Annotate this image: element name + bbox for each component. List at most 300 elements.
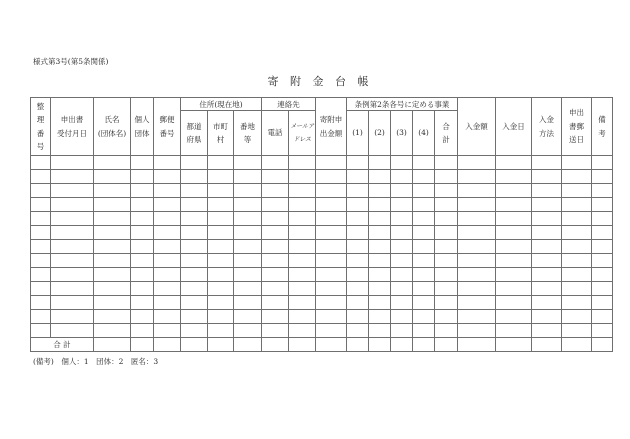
table-cell bbox=[369, 226, 391, 240]
table-cell bbox=[289, 184, 316, 198]
table-cell bbox=[289, 156, 316, 170]
total-cell bbox=[592, 338, 613, 352]
table-cell bbox=[31, 268, 51, 282]
table-cell bbox=[391, 156, 413, 170]
table-header bbox=[31, 98, 613, 156]
table-row bbox=[31, 268, 613, 282]
table-cell bbox=[369, 170, 391, 184]
table-cell bbox=[458, 254, 496, 268]
table-cell bbox=[496, 240, 532, 254]
table-row bbox=[31, 296, 613, 310]
table-cell bbox=[435, 268, 458, 282]
table-cell bbox=[592, 170, 613, 184]
table-cell bbox=[234, 268, 262, 282]
total-cell bbox=[262, 338, 289, 352]
table-row bbox=[31, 198, 613, 212]
table-cell bbox=[458, 310, 496, 324]
table-cell bbox=[391, 324, 413, 338]
table-cell bbox=[31, 296, 51, 310]
table-cell bbox=[413, 156, 435, 170]
table-cell bbox=[154, 212, 181, 226]
table-cell bbox=[94, 296, 131, 310]
table-cell bbox=[154, 156, 181, 170]
table-cell bbox=[289, 282, 316, 296]
table-cell bbox=[94, 212, 131, 226]
table-cell bbox=[592, 156, 613, 170]
table-cell bbox=[131, 310, 154, 324]
header-project-3: (3) bbox=[391, 111, 413, 156]
table-cell bbox=[316, 198, 347, 212]
header-project-total: 合 計 bbox=[435, 111, 458, 156]
table-cell bbox=[181, 296, 208, 310]
table-row bbox=[31, 324, 613, 338]
header-contact-group: 連絡先 bbox=[262, 98, 316, 111]
table-cell bbox=[51, 226, 94, 240]
table-cell bbox=[131, 212, 154, 226]
table-cell bbox=[234, 226, 262, 240]
table-cell bbox=[208, 254, 234, 268]
table-cell bbox=[562, 226, 592, 240]
table-row bbox=[31, 212, 613, 226]
table-cell bbox=[458, 226, 496, 240]
table-cell bbox=[181, 170, 208, 184]
table-cell bbox=[592, 254, 613, 268]
table-cell bbox=[31, 310, 51, 324]
table-cell bbox=[435, 310, 458, 324]
header-phone: 電話 bbox=[262, 111, 289, 156]
total-cell bbox=[413, 338, 435, 352]
total-cell bbox=[435, 338, 458, 352]
table-cell bbox=[262, 170, 289, 184]
table-cell bbox=[496, 198, 532, 212]
table-cell bbox=[369, 324, 391, 338]
table-cell bbox=[458, 198, 496, 212]
table-cell bbox=[435, 198, 458, 212]
table-row bbox=[31, 226, 613, 240]
table-cell bbox=[208, 198, 234, 212]
header-individual-or-group: 個人 団体 bbox=[131, 98, 154, 156]
table-cell bbox=[562, 254, 592, 268]
table-cell bbox=[532, 226, 562, 240]
table-cell bbox=[289, 254, 316, 268]
table-cell bbox=[31, 240, 51, 254]
table-cell bbox=[435, 296, 458, 310]
table-cell bbox=[94, 184, 131, 198]
table-cell bbox=[391, 240, 413, 254]
table-cell bbox=[51, 310, 94, 324]
table-cell bbox=[458, 296, 496, 310]
table-cell bbox=[435, 184, 458, 198]
table-cell bbox=[94, 226, 131, 240]
table-cell bbox=[347, 268, 369, 282]
table-cell bbox=[316, 226, 347, 240]
table-cell bbox=[31, 324, 51, 338]
table-cell bbox=[562, 282, 592, 296]
total-cell bbox=[154, 338, 181, 352]
header-project-2: (2) bbox=[369, 111, 391, 156]
table-cell bbox=[369, 184, 391, 198]
table-cell bbox=[532, 184, 562, 198]
table-cell bbox=[532, 254, 562, 268]
table-cell bbox=[532, 324, 562, 338]
total-cell bbox=[131, 338, 154, 352]
table-row bbox=[31, 170, 613, 184]
table-cell bbox=[369, 310, 391, 324]
table-cell bbox=[347, 156, 369, 170]
table-cell bbox=[234, 324, 262, 338]
header-email: メールア ドレス bbox=[289, 111, 316, 156]
table-cell bbox=[592, 226, 613, 240]
table-cell bbox=[208, 184, 234, 198]
table-cell bbox=[592, 198, 613, 212]
table-cell bbox=[592, 310, 613, 324]
table-cell bbox=[496, 254, 532, 268]
table-cell bbox=[532, 240, 562, 254]
table-cell bbox=[208, 226, 234, 240]
table-cell bbox=[562, 184, 592, 198]
table-cell bbox=[413, 198, 435, 212]
table-cell bbox=[562, 198, 592, 212]
table-cell bbox=[562, 240, 592, 254]
table-cell bbox=[413, 240, 435, 254]
total-row bbox=[31, 338, 613, 352]
table-cell bbox=[413, 282, 435, 296]
table-row bbox=[31, 310, 613, 324]
table-cell bbox=[458, 212, 496, 226]
table-cell bbox=[391, 254, 413, 268]
table-cell bbox=[592, 324, 613, 338]
header-received-amount: 入金額 bbox=[458, 98, 496, 156]
header-name: 氏名 (団体名) bbox=[94, 98, 131, 156]
table-cell bbox=[316, 282, 347, 296]
table-cell bbox=[262, 296, 289, 310]
table-cell bbox=[496, 282, 532, 296]
table-cell bbox=[289, 212, 316, 226]
table-cell bbox=[51, 268, 94, 282]
header-remarks: 備 考 bbox=[592, 98, 613, 156]
table-cell bbox=[562, 324, 592, 338]
total-cell bbox=[369, 338, 391, 352]
table-cell bbox=[31, 156, 51, 170]
table-cell bbox=[496, 184, 532, 198]
table-cell bbox=[413, 184, 435, 198]
table-cell bbox=[347, 324, 369, 338]
table-cell bbox=[435, 170, 458, 184]
table-cell bbox=[413, 296, 435, 310]
table-cell bbox=[413, 170, 435, 184]
table-cell bbox=[435, 156, 458, 170]
table-cell bbox=[458, 282, 496, 296]
table-cell bbox=[262, 268, 289, 282]
table-row bbox=[31, 156, 613, 170]
table-cell bbox=[154, 184, 181, 198]
table-cell bbox=[289, 198, 316, 212]
table-cell bbox=[234, 198, 262, 212]
table-cell bbox=[458, 268, 496, 282]
table-cell bbox=[131, 268, 154, 282]
table-cell bbox=[181, 156, 208, 170]
table-cell bbox=[94, 254, 131, 268]
table-cell bbox=[262, 310, 289, 324]
table-cell bbox=[31, 212, 51, 226]
table-cell bbox=[262, 198, 289, 212]
table-cell bbox=[532, 310, 562, 324]
table-cell bbox=[131, 282, 154, 296]
table-cell bbox=[369, 198, 391, 212]
table-cell bbox=[154, 324, 181, 338]
table-cell bbox=[94, 170, 131, 184]
header-serial-number: 整 理 番 号 bbox=[31, 98, 51, 156]
table-cell bbox=[347, 240, 369, 254]
table-cell bbox=[391, 170, 413, 184]
table-cell bbox=[347, 212, 369, 226]
table-cell bbox=[435, 282, 458, 296]
table-cell bbox=[458, 324, 496, 338]
table-cell bbox=[316, 254, 347, 268]
table-cell bbox=[262, 156, 289, 170]
table-row bbox=[31, 184, 613, 198]
table-cell bbox=[435, 324, 458, 338]
table-cell bbox=[347, 254, 369, 268]
table-cell bbox=[131, 324, 154, 338]
table-cell bbox=[51, 212, 94, 226]
table-cell bbox=[562, 212, 592, 226]
table-cell bbox=[94, 240, 131, 254]
table-cell bbox=[316, 212, 347, 226]
table-cell bbox=[435, 212, 458, 226]
total-cell bbox=[347, 338, 369, 352]
table-cell bbox=[316, 184, 347, 198]
table-cell bbox=[181, 198, 208, 212]
table-cell bbox=[154, 296, 181, 310]
header-payment-method: 入金 方法 bbox=[532, 98, 562, 156]
table-cell bbox=[391, 268, 413, 282]
table-cell bbox=[208, 282, 234, 296]
table-cell bbox=[154, 282, 181, 296]
table-cell bbox=[289, 296, 316, 310]
table-cell bbox=[413, 268, 435, 282]
table-cell bbox=[51, 324, 94, 338]
table-cell bbox=[262, 254, 289, 268]
table-cell bbox=[369, 156, 391, 170]
table-cell bbox=[592, 296, 613, 310]
table-cell bbox=[234, 184, 262, 198]
table-cell bbox=[51, 296, 94, 310]
table-cell bbox=[391, 310, 413, 324]
table-cell bbox=[562, 310, 592, 324]
table-cell bbox=[181, 226, 208, 240]
table-cell bbox=[131, 226, 154, 240]
table-cell bbox=[435, 240, 458, 254]
table-cell bbox=[262, 212, 289, 226]
table-cell bbox=[316, 268, 347, 282]
header-project-1: (1) bbox=[347, 111, 369, 156]
table-cell bbox=[592, 212, 613, 226]
remarks-note: (備考) 個人：1 団体：2 匿名：3 bbox=[33, 357, 159, 366]
table-cell bbox=[532, 156, 562, 170]
total-cell bbox=[562, 338, 592, 352]
table-cell bbox=[31, 198, 51, 212]
table-cell bbox=[347, 282, 369, 296]
table-cell bbox=[435, 226, 458, 240]
table-cell bbox=[562, 296, 592, 310]
table-cell bbox=[94, 268, 131, 282]
table-cell bbox=[154, 170, 181, 184]
total-cell bbox=[208, 338, 234, 352]
table-body bbox=[31, 156, 613, 352]
table-cell bbox=[208, 156, 234, 170]
table-cell bbox=[51, 170, 94, 184]
table-cell bbox=[316, 324, 347, 338]
header-projects-group: 条例第2条各号に定める事業 bbox=[347, 98, 458, 111]
table-cell bbox=[154, 254, 181, 268]
table-cell bbox=[31, 184, 51, 198]
total-cell bbox=[458, 338, 496, 352]
table-cell bbox=[532, 170, 562, 184]
table-cell bbox=[458, 170, 496, 184]
table-cell bbox=[181, 268, 208, 282]
table-cell bbox=[347, 310, 369, 324]
table-cell bbox=[347, 296, 369, 310]
table-cell bbox=[316, 240, 347, 254]
table-cell bbox=[347, 198, 369, 212]
table-cell bbox=[413, 226, 435, 240]
table-cell bbox=[234, 170, 262, 184]
table-cell bbox=[496, 170, 532, 184]
total-cell bbox=[496, 338, 532, 352]
table-row bbox=[31, 282, 613, 296]
header-received-date: 入金日 bbox=[496, 98, 532, 156]
table-cell bbox=[592, 282, 613, 296]
table-cell bbox=[458, 156, 496, 170]
table-cell bbox=[369, 268, 391, 282]
table-cell bbox=[154, 226, 181, 240]
table-cell bbox=[234, 310, 262, 324]
table-cell bbox=[262, 282, 289, 296]
table-cell bbox=[208, 310, 234, 324]
table-cell bbox=[131, 170, 154, 184]
table-cell bbox=[532, 282, 562, 296]
table-cell bbox=[31, 254, 51, 268]
table-cell bbox=[592, 240, 613, 254]
header-city: 市町 村 bbox=[208, 111, 234, 156]
header-project-4: (4) bbox=[413, 111, 435, 156]
table-cell bbox=[51, 184, 94, 198]
table-cell bbox=[234, 296, 262, 310]
table-cell bbox=[131, 240, 154, 254]
table-cell bbox=[181, 282, 208, 296]
table-cell bbox=[181, 324, 208, 338]
table-cell bbox=[391, 282, 413, 296]
total-cell bbox=[532, 338, 562, 352]
table-cell bbox=[369, 282, 391, 296]
table-cell bbox=[289, 324, 316, 338]
table-cell bbox=[289, 240, 316, 254]
table-cell bbox=[562, 156, 592, 170]
table-cell bbox=[262, 240, 289, 254]
total-label: 合 計 bbox=[31, 338, 94, 352]
table-cell bbox=[369, 212, 391, 226]
table-cell bbox=[289, 170, 316, 184]
table-cell bbox=[496, 324, 532, 338]
table-cell bbox=[181, 184, 208, 198]
table-cell bbox=[316, 310, 347, 324]
table-cell bbox=[496, 226, 532, 240]
table-cell bbox=[181, 254, 208, 268]
table-cell bbox=[262, 324, 289, 338]
table-cell bbox=[131, 184, 154, 198]
table-cell bbox=[289, 268, 316, 282]
table-cell bbox=[391, 226, 413, 240]
table-cell bbox=[154, 198, 181, 212]
table-cell bbox=[131, 254, 154, 268]
table-cell bbox=[208, 170, 234, 184]
table-cell bbox=[181, 212, 208, 226]
table-cell bbox=[234, 282, 262, 296]
table-cell bbox=[496, 310, 532, 324]
table-cell bbox=[413, 254, 435, 268]
table-cell bbox=[131, 296, 154, 310]
header-street-address: 番地 等 bbox=[234, 111, 262, 156]
table-cell bbox=[51, 198, 94, 212]
table-cell bbox=[562, 170, 592, 184]
table-cell bbox=[413, 324, 435, 338]
table-cell bbox=[262, 226, 289, 240]
table-cell bbox=[51, 254, 94, 268]
table-cell bbox=[391, 184, 413, 198]
total-cell bbox=[94, 338, 131, 352]
table-cell bbox=[289, 226, 316, 240]
table-cell bbox=[458, 184, 496, 198]
table-cell bbox=[496, 296, 532, 310]
table-cell bbox=[234, 212, 262, 226]
table-cell bbox=[131, 198, 154, 212]
table-cell bbox=[391, 198, 413, 212]
form-number-label: 様式第3号(第5条関係) bbox=[33, 57, 109, 66]
table-cell bbox=[532, 268, 562, 282]
table-cell bbox=[532, 198, 562, 212]
total-cell bbox=[316, 338, 347, 352]
table-cell bbox=[94, 324, 131, 338]
table-cell bbox=[94, 310, 131, 324]
table-cell bbox=[51, 282, 94, 296]
table-cell bbox=[496, 268, 532, 282]
table-cell bbox=[532, 296, 562, 310]
table-cell bbox=[316, 296, 347, 310]
page-title: 寄 附 金 台 帳 bbox=[267, 75, 373, 88]
header-row-top bbox=[31, 98, 613, 111]
table-cell bbox=[208, 268, 234, 282]
table-cell bbox=[234, 254, 262, 268]
total-cell bbox=[289, 338, 316, 352]
table-cell bbox=[131, 156, 154, 170]
table-cell bbox=[369, 240, 391, 254]
table-cell bbox=[181, 310, 208, 324]
header-postal-code: 郵便 番号 bbox=[154, 98, 181, 156]
table-cell bbox=[31, 170, 51, 184]
table-cell bbox=[347, 170, 369, 184]
table-cell bbox=[316, 170, 347, 184]
table-cell bbox=[51, 156, 94, 170]
donation-ledger-table bbox=[30, 97, 613, 352]
table-cell bbox=[181, 240, 208, 254]
table-cell bbox=[154, 240, 181, 254]
table-cell bbox=[234, 156, 262, 170]
table-cell bbox=[592, 184, 613, 198]
table-cell bbox=[316, 156, 347, 170]
table-cell bbox=[94, 198, 131, 212]
table-cell bbox=[391, 296, 413, 310]
